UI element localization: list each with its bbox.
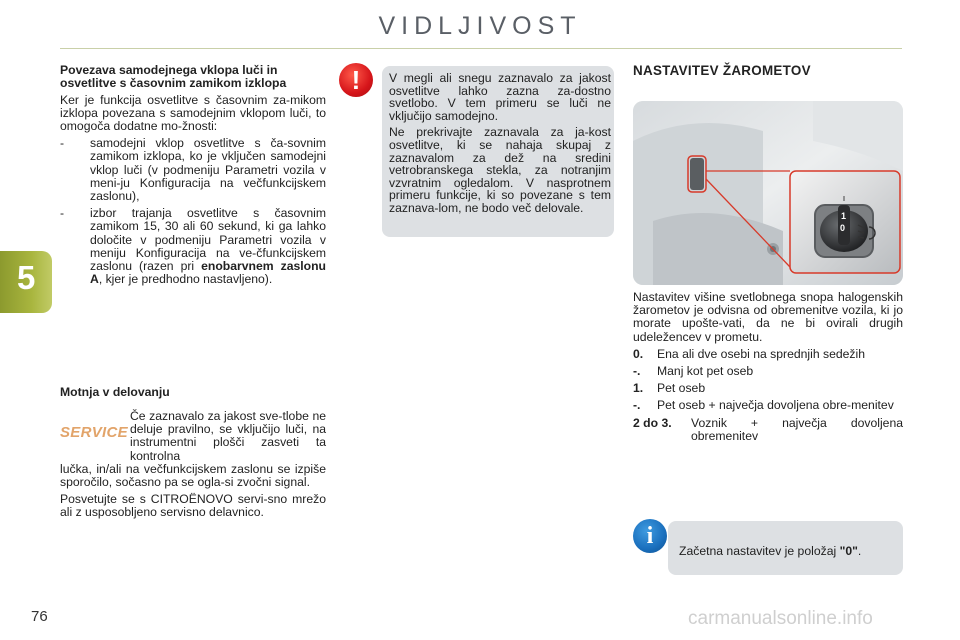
list-item-text: izbor trajanja osvetlitve s časovnim zamikom 15, 30 ali 60 sekund, ki ga lahko določite v podmeniju Parametri vozila v meniju Konfiguracija na ve-čfunkcijskem zaslonu (razen pri enobarvnem zaslonu A, kjer je predhodno nastavljeno). <box>90 206 326 287</box>
level-text: Voznik + največja dovoljena obremenitev <box>691 415 903 443</box>
dashboard-illustration <box>633 101 903 285</box>
warning-icon: ! <box>339 63 373 97</box>
level-item <box>633 417 903 443</box>
warning-paragraph-1: V megli ali snegu zaznavalo za jakost osvetlitve lahko zazna za-dostno svetlobo. V tem primeru se luči ne vključijo samodejno. <box>389 71 611 123</box>
watermark: carmanualsonline.info <box>688 608 873 629</box>
list-dash: - <box>60 136 65 151</box>
info-icon: i <box>633 519 667 553</box>
list-dash: - <box>60 206 65 221</box>
level-item <box>633 365 903 378</box>
intro-paragraph: Ker je funkcija osvetlitve s časovnim za-mikom izklopa povezana s samodejnim vklopom luči, to omogoča dodatne mo-žnosti: <box>60 92 326 133</box>
right-column <box>633 291 903 443</box>
list-item <box>60 207 326 286</box>
level-key: 2 do 3. <box>633 415 672 430</box>
section-heading-auto-lights: Povezava samodejnega vklopa luči in osvetlitve s časovnim zamikom izklopa <box>60 63 287 90</box>
level-text: Pet oseb <box>657 381 706 396</box>
level-item <box>633 382 903 395</box>
info-bold-value: "0" <box>839 544 858 558</box>
level-item <box>633 348 903 361</box>
page-title: VIDLJIVOST <box>378 12 582 40</box>
title-divider <box>60 48 902 49</box>
list-item <box>60 137 326 203</box>
headlamp-intro: Nastavitev višine svetlobnega snopa halogenskih žarometov je odvisna od obremenitve vozila, ki jo morate upošte-vati, da ne bi ovirali drugih udeležencev v prometu. <box>633 290 903 344</box>
level-text: Manj kot pet oseb <box>657 364 754 379</box>
level-item <box>633 399 903 412</box>
service-paragraph-cont: lučka, in/ali na večfunkcijskem zaslonu se izpiše sporočilo, sočasno pa se ogla-si zvočni signal. <box>60 461 326 490</box>
level-key: 0. <box>633 346 644 361</box>
info-text: Začetna nastavitev je položaj "0". <box>679 544 862 558</box>
warning-paragraph-2: Ne prekrivajte zaznavala za ja-kost osvetlitve, ki se nahaja skupaj z zaznavalom za dež na sredini vetrobranskega stekla, za notranjim vzvratnim ogledalom. V nasprotnem primeru funkcije, ki so povezane s tem zaznava-lom, ne bodo več delovale. <box>389 125 611 215</box>
page-number: 76 <box>31 608 48 625</box>
left-column <box>60 64 326 286</box>
level-key: 1. <box>633 381 644 396</box>
level-key: -. <box>633 398 641 413</box>
service-paragraph-2: Posvetujte se s CITROËNOVO servi-sno mrežo ali z usposobljeno servisno delavnico. <box>60 492 326 520</box>
headlamp-dial-photo <box>633 101 903 285</box>
service-paragraph: Če zaznavalo za jakost sve-tlobe ne deluje pravilno, se vključijo luči, na instrumentni plošči zasveti ta kontrolna <box>130 409 326 463</box>
warning-text <box>389 72 611 215</box>
level-text: Pet oseb + največja dovoljena obre-menitev <box>657 398 894 413</box>
bold-term: enobarvnem zaslonu A <box>90 259 326 287</box>
malfunction-heading: Motnja v delovanju <box>60 385 170 399</box>
chapter-number: 5 <box>17 259 36 296</box>
level-text: Ena ali dve osebi na sprednjih sedežih <box>657 346 866 361</box>
dial-mark-top: 1 <box>841 211 847 221</box>
service-warning-icon: SERVICE <box>60 424 128 441</box>
list-item-text: samodejni vklop osvetlitve s ča-sovnim zamikom izklopa, ko je vključen samodejni vklop luči (v podmeniju Parametri vozila v meni-ju Konfiguracija na večfunkcijskem zaslonu), <box>90 136 326 204</box>
section-title-headlamp-adjust: NASTAVITEV ŽAROMETOV <box>633 63 811 78</box>
level-key: -. <box>633 364 641 379</box>
dial-mark-bottom: 0 <box>840 223 846 233</box>
